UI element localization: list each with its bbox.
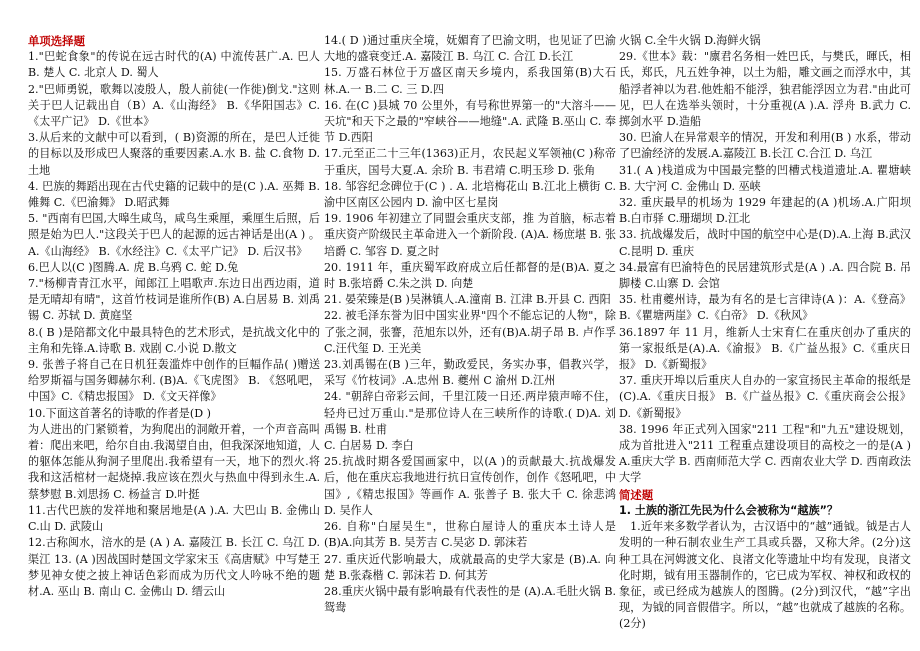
question-31: 31.( A )栈道成为中国最完整的凹槽式栈道遗址.A. 瞿塘峡 B. 大宁河 C. 金佛山 D. 巫峡	[619, 163, 911, 193]
question-1: 1."巴蛇食象"的传说在远古时代的(A) 中流传甚广.A. 巴人 B. 楚人 C. 北京人 D. 蜀人	[28, 50, 320, 80]
question-9: 9. 张善子将自己在日机狂轰滥炸中创作的巨幅作品( )赠送给罗斯福与国务卿赫尔利. (B)A.《飞虎图》 B. 《怒吼吧，中国》C.《精忠报国》 D.《文天祥像》	[28, 358, 320, 404]
short-answer-answer-1: 1.近年来多数学者认为，古汉语中的“越”通钺。钺是古人发明的一种石制农业生产工具或兵器，又称大斧。(2分)这种工具在河姆渡文化、良渚文化等遗址中均有发现，良渚文化时期，钺有用玉器制作的，它已成为军权、神权和政权的象征，或已经成为越族人的图腾。(2分)到汉代，“越”字出现，为钺的同音假借字。所以，“越”也就成了越族的名称。(2分)	[619, 520, 911, 631]
question-10: 10.下面这首著名的诗歌的作者是(D )	[28, 406, 211, 420]
question-4: 4. 巴族的舞蹈出现在古代史籍的记载中的是(C ).A. 巫舞 B.傩舞 C.《巴渝舞》 D.昭武舞	[28, 179, 320, 210]
question-21: 21. 晏荣臻是(B )吴淋镇人.A.潼南 B. 江津 B.开县 C. 西阳	[324, 293, 611, 307]
question-3: 3.从后来的文献中可以看到，( B)资源的所在，是巴人迁徙的目标以及形成巴人聚落的重要因素.A.水 B. 盐 C.食物 D.土地	[28, 131, 320, 177]
column-2	[324, 33, 616, 647]
column-1	[28, 33, 320, 647]
column-3	[619, 33, 911, 647]
question-29: 29.《世本》载："廪君名务相一姓巴氏，与樊氏，暉氏，相氏，郑氏，凡五姓争神，以土为船，雕文画之而浮水中，其船浮者神以为君.他姓船不能浮，独君能浮因立为君."由此可见，巴人在选举头领时，十分重视(A ).A. 浮舟 B.武力 C. 掷剑水平 D.造船	[619, 50, 911, 129]
question-12-13: 12.古称闽水，涪水的是 (A ) A. 嘉陵江 B. 长江 C. 乌江 D. 渠江 13. (A )因战国时楚国文学家宋玉《高唐赋》中写楚王梦见神女使之披上神话色彩而成为历代文人吟咏不绝的题材.A. 巫山 B. 南山 C. 金佛山 D. 缙云山	[28, 536, 320, 598]
question-20: 20. 1911 年，重庆蜀军政府成立后任都督的是(B)A. 夏之时 B.张培爵 C.朱之洪 D. 向楚	[324, 260, 616, 291]
question-7: 7."杨柳青青江水平，闻郎江上唱歌声.东边日出西边雨，道是无晴却有晴"，这首竹枝词是谁所作(B) A.白居易 B. 刘禹锡 C. 苏轼 D. 黄庭坚	[28, 277, 320, 323]
question-30: 30. 巴渝人在异常艰辛的情况，开发和利用(B ) 水系，带动了巴渝经济的发展.A.嘉陵江 B.长江 C.合江 D. 乌江	[619, 131, 911, 161]
question-26: 26. 自称"白屋吴生"，世称白屋诗人的重庆本土诗人是(B)A.向其芳 B. 吴芳吉 C.吴宓 D. 郭沫若	[324, 520, 616, 550]
question-15: 15. 万盛石林位于万盛区南天乡境内，系我国第(B)大石林.A.一 B.二 C. 三 D.四	[324, 66, 616, 96]
question-19: 19. 1906 年初建立了同盟会重庆支部，推 为首脑，标志着重庆资产阶级民主革命进入一个新阶段. (A)A. 杨庶堪 B. 张培爵 C. 邹容 D. 夏之时	[324, 212, 616, 258]
question-11: 11.古代巴族的发祥地和聚居地是(A ).A. 大巴山 B. 金佛山 C.山 D. 武陵山	[28, 503, 320, 534]
section-heading-single-choice: 单项选择题	[28, 34, 85, 48]
question-24: 24. "朝辞白帝彩云间，千里江陵一日还.两岸猿声啼不住，轻舟已过万重山."是那位诗人在三峡所作的诗歌.( D)A. 刘禹锡 B. 杜甫	[324, 390, 616, 436]
short-answer-question-1: 1. 土族的浙江先民为什么会被称为“越族”？	[619, 503, 838, 517]
question-17: 17.元至正二十三年(1363)正月，农民起义军领袖(C )称帝于重庆，国号大夏.A. 余玠 B. 韦君靖 C.明玉珍 D. 张角	[324, 147, 616, 177]
question-38: 38. 1996 年正式列入国家"211 工程"和"九五"建设规划，成为首批进入"211 工程重点建设项目的高校之一的是(A ) A.重庆大学 B. 西南师范大学 C. 西南农业大学 D. 西南政法大学	[619, 422, 911, 485]
question-8: 8.( B )是陪都文化中最具特色的艺术形式，是抗战文化中的主角和先锋.A.诗歌 B. 戏剧 C.小说 D.散文	[28, 325, 320, 355]
question-14: 14.( D )通过重庆全境，妩媚育了巴渝文明，也见证了巴渝大地的盛衰变迁.A. 嘉陵江 B. 乌江 C. 合江 D.长江	[324, 34, 616, 64]
question-28: 28.重庆火锅中最有影响最有代表性的是 (A).A.毛肚火锅 B.鸳鸯	[324, 584, 616, 615]
question-28-continued: 火锅 C.全牛火锅 D.海鲜火锅	[619, 34, 761, 47]
section-heading-short-answer: 简述题	[619, 487, 654, 502]
question-6: 6.巴人以(C )图腾.A. 虎 B.乌鸦 C. 蛇 D.兔	[28, 260, 239, 274]
question-35: 35. 杜甫夔州诗，最为有名的是七言律诗(A )：A.《登高》 B.《瞿塘两崖》C.《白帝》 D.《秋风》	[619, 293, 911, 323]
question-18: 18. 邹容纪念碑位于(C ) . A. 北培梅花山 B.江北上横街 C. 渝中区南区公园内 D. 渝中区七星岗	[324, 179, 616, 210]
question-27: 27. 重庆近代影响最大，成就最高的史学大家是 (B).A. 向楚 B.张森楷 C. 郭沫若 D. 何其芳	[324, 552, 616, 582]
question-25: 25.抗战时期各爱国画家中，以(A )的贡献最大.抗战爆发后，他在重庆忘我地进行抗日宣传创作，创作《怒吼吧，中国》,《精忠报国》等画作 A. 张善子 B. 张大千 C. 徐悲鸿 D. 吴作人	[324, 455, 616, 517]
question-34: 34.最富有巴渝特色的民居建筑形式是(A ) .A. 四合院 B. 吊脚楼 C.山寨 D. 会馆	[619, 260, 911, 291]
question-16: 16. 在(C )县城 70 公里外，有号称世界第一的"大溶斗——天坑"和天下之最的"窄峡谷——地缝".A. 武隆 B.巫山 C. 奉节 D.西阳	[324, 98, 616, 145]
question-37: 37. 重庆开埠以后重庆人自办的一家宣扬民主革命的报纸是(C).A.《重庆日报》 B.《广益丛报》C.《重庆商会公报》 D.《新蜀报》	[619, 374, 911, 420]
question-5: 5. "西南有巴国,大暤生咸鸟，咸鸟生乘厘，乘厘生后照，后照是始为巴人."这段关于巴人的起源的远古神话是出(A ) 。A.《山海经》 B.《水经注》C.《太平广记》 D. 后汉书》	[28, 212, 320, 258]
question-2: 2."巴师勇锐，歌舞以凌殷人，殷人前徒(一作徙)倒戈."这则关于巴人记载出自（B）A.《山海经》 B.《华阳国志》C.《太平广记》 D.《世本》	[28, 82, 320, 129]
question-33: 33. 抗战爆发后，战时中国的航空中心是(D).A.上海 B.武汉 C.昆明 D. 重庆	[619, 228, 911, 258]
question-23: 23.刘禹锡在(B )三年，勤政爱民，务实办事，倡教兴学，采写《竹枝词》.A.忠州 B. 夔州 C 渝州 D.江州	[324, 358, 616, 388]
question-32: 32. 重庆最早的机场为 1929 年建起的(A )机场.A.广阳坝 B.白市驿 C.珊瑚坝 D.江北	[619, 196, 911, 226]
question-24-options: C. 白居易 D. 李白	[324, 439, 414, 453]
question-36: 36.1897 年 11 月，维新人士宋育仁在重庆创办了重庆的第一家报纸是(A).A.《渝报》 B.《广益丛报》C.《重庆日报》 D.《新蜀报》	[619, 325, 911, 372]
question-10-poem: 为人进出的门紧锁着，为狗爬出的洞敞开着，一个声音高叫着：爬出来吧，给尔自由.我渴望自由，但我深深地知道，人的躯体怎能从狗洞子里爬出.我希望有一天，地下的烈火.将我和这活棺材一起烧掉.我应该在烈火与热血中得到永生.A. 蔡梦慰 B.刘思扬 C. 杨益言 D.叶挺	[28, 422, 320, 501]
question-22: 22. 被毛泽东誉为旧中国实业界"四个不能忘记的人物"，除了张之洞，张謇，范旭东以外，还有(B)A.胡子昂 B. 卢作孚 C.汪代玺 D. 王光美	[324, 309, 616, 355]
